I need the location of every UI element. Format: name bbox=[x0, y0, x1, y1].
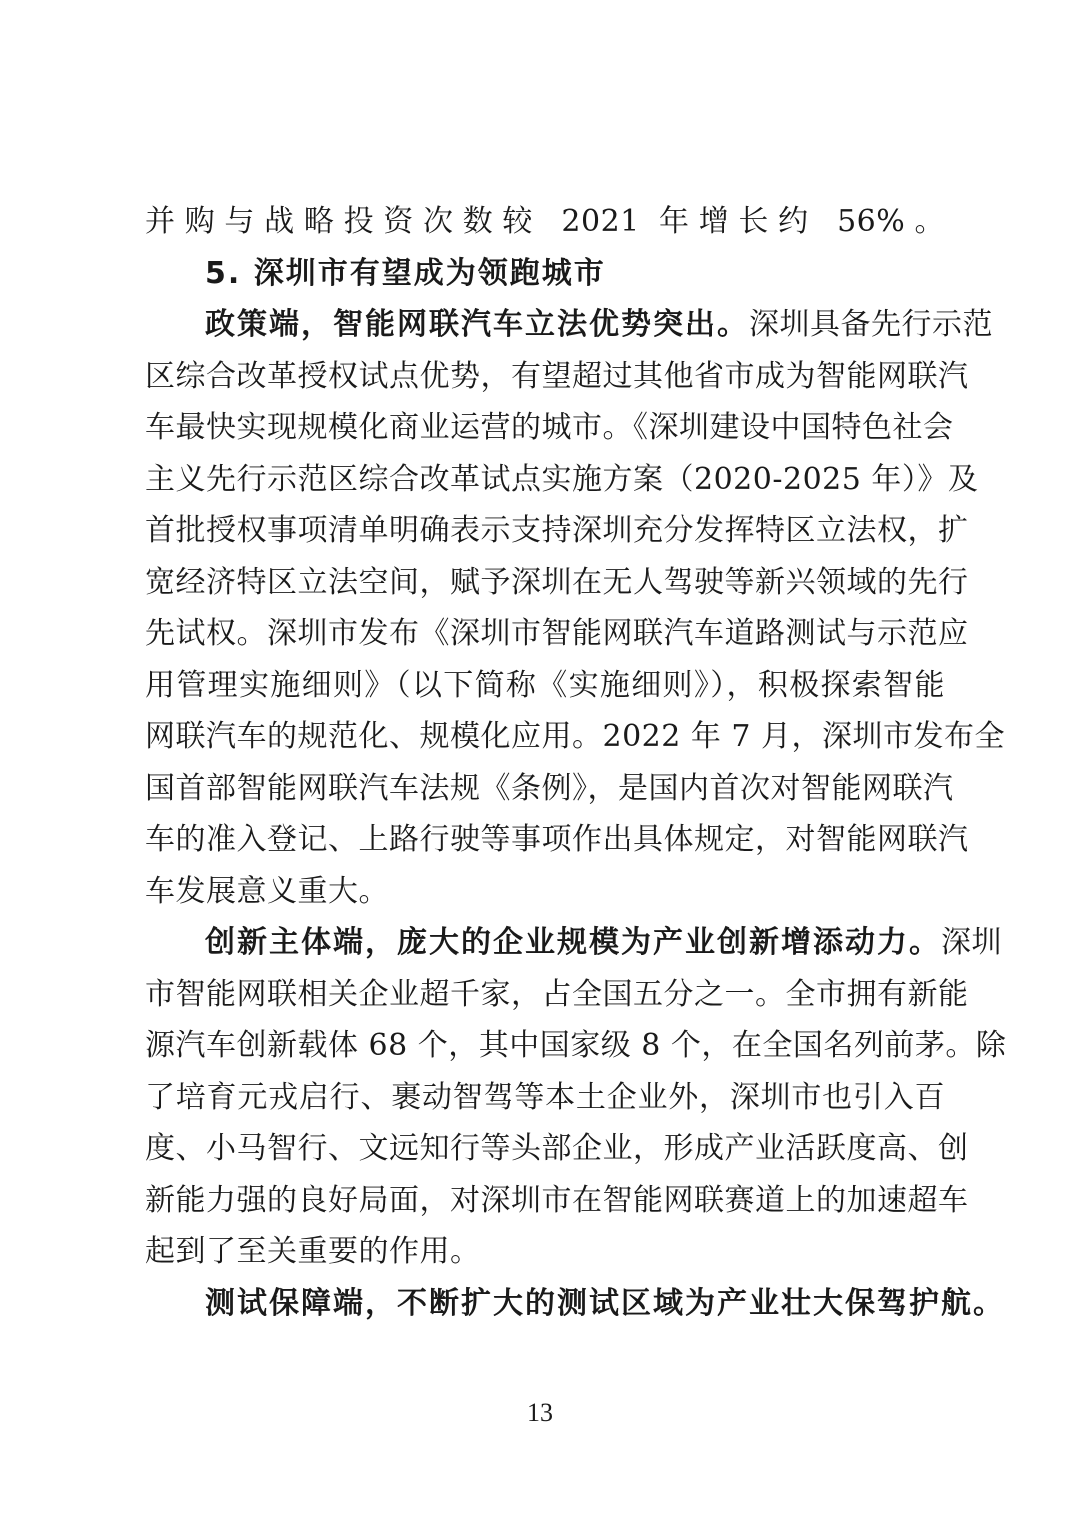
page-number: 13 bbox=[527, 1398, 553, 1427]
body-line: 车发展意义重大。 bbox=[145, 873, 389, 909]
body-line: 用管理实施细则》（以下简称《实施细则》），积极探索智能 bbox=[145, 667, 945, 703]
body-line: 首批授权事项清单明确表示支持深圳充分发挥特区立法权，扩 bbox=[145, 513, 969, 548]
paragraph-line bbox=[145, 299, 993, 351]
body-line: 主义先行示范区综合改革试点实施方案（2020-2025 年）》及 bbox=[145, 461, 979, 497]
body-line: 车最快实现规模化商业运营的城市。《深圳建设中国特色社会 bbox=[145, 410, 954, 445]
paragraph-line bbox=[145, 917, 1002, 969]
body-line: 源汽车创新载体 68 个，其中国家级 8 个，在全国名列前茅。除 bbox=[145, 1028, 1007, 1063]
body-line: 区综合改革授权试点优势，有望超过其他省市成为智能网联汽 bbox=[145, 358, 969, 394]
body-line: 宽经济特区立法空间，赋予深圳在无人驾驶等新兴领域的先行 bbox=[145, 564, 969, 600]
section-heading: 5. 深圳市有望成为领跑城市 bbox=[205, 255, 606, 291]
body-line: 度、小马智行、文远知行等头部企业，形成产业活跃度高、创 bbox=[145, 1131, 969, 1166]
line-text: 深圳具备先行示范 bbox=[749, 307, 993, 342]
body-line: 新能力强的良好局面，对深圳市在智能网联赛道上的加速超车 bbox=[145, 1182, 969, 1218]
body-line: 网联汽车的规范化、规模化应用。2022 年 7 月，深圳市发布全 bbox=[145, 719, 1006, 754]
body-line: 国首部智能网联汽车法规《条例》，是国内首次对智能网联汽 bbox=[145, 770, 954, 806]
body-line: 市智能网联相关企业超千家，占全国五分之一。全市拥有新能 bbox=[145, 976, 969, 1012]
bold-lead-policy: 政策端，智能网联汽车立法优势突出。 bbox=[205, 307, 749, 342]
body-line: 了培育元戎启行、裹动智驾等本土企业外，深圳市也引入百 bbox=[145, 1079, 945, 1115]
line-text: 深圳 bbox=[941, 925, 1002, 960]
body-line: 车的准入登记、上路行驶等事项作出具体规定，对智能网联汽 bbox=[145, 822, 969, 857]
body-line: 先试权。深圳市发布《深圳市智能网联汽车道路测试与示范应 bbox=[145, 616, 969, 651]
bold-lead-innovation: 创新主体端，庞大的企业规模为产业创新增添动力。 bbox=[205, 925, 941, 960]
document-body bbox=[145, 196, 1007, 1329]
paragraph-line bbox=[145, 1278, 1005, 1330]
body-line: 起到了至关重要的作用。 bbox=[145, 1234, 481, 1269]
bold-lead-testing: 测试保障端，不断扩大的测试区域为产业壮大保驾护航。 bbox=[205, 1285, 1005, 1321]
body-line: 并购与战略投资次数较 2021 年增长约 56%。 bbox=[145, 204, 945, 239]
